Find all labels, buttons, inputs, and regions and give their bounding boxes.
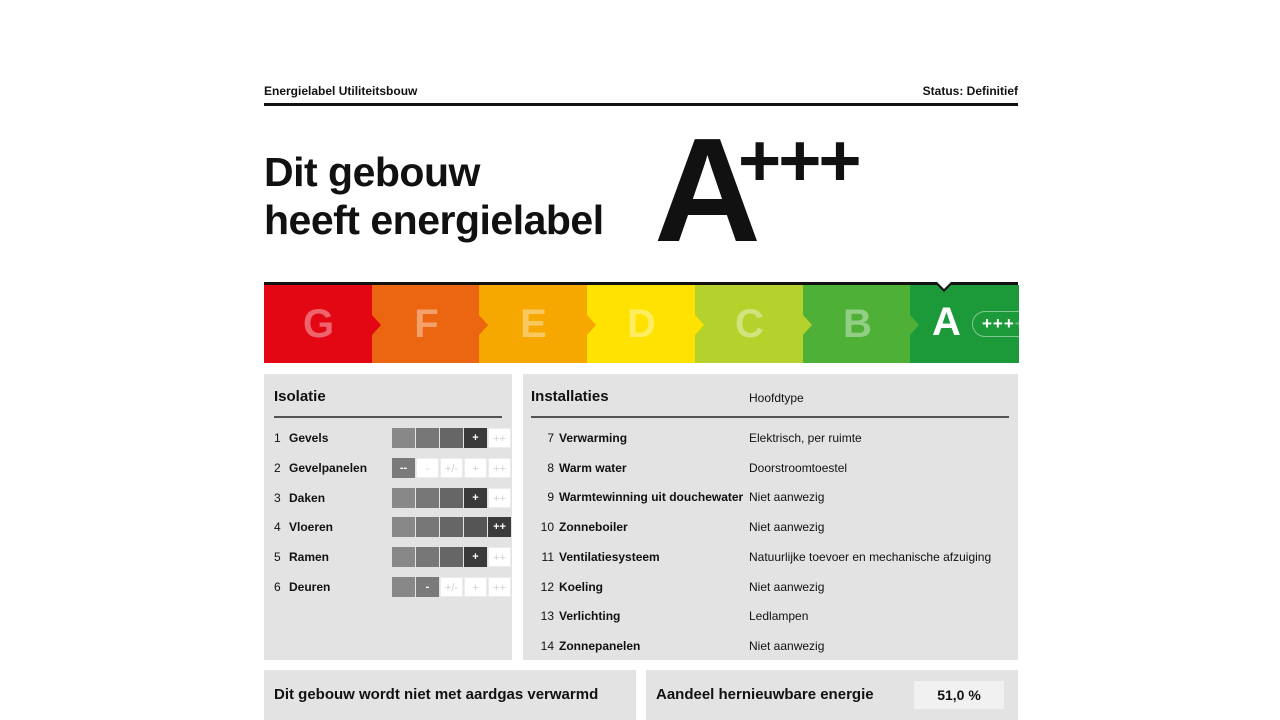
rating-box: +/- (440, 577, 463, 597)
rating-box: + (464, 428, 487, 448)
isolatie-row (274, 428, 506, 448)
rating-box: + (464, 547, 487, 567)
row-label: Warm water (559, 460, 627, 475)
installatie-row (538, 547, 1013, 567)
rating-box: ++ (488, 517, 511, 537)
isolatie-row (274, 517, 506, 537)
rating-box (392, 547, 415, 567)
installatie-row (538, 428, 1013, 448)
rating-box: ++ (488, 488, 511, 508)
isolatie-row (274, 458, 506, 478)
row-label: Vloeren (289, 520, 334, 535)
renewable-energy-box (646, 670, 1018, 720)
renewable-energy-value: 51,0 % (914, 681, 1004, 709)
row-number: 5 (274, 550, 281, 565)
scale-letter-d: D (627, 302, 656, 346)
rating-box: -- (392, 458, 415, 478)
header-bar (264, 84, 1018, 106)
rating-box: +/- (440, 458, 463, 478)
plus-rating-pill (972, 311, 1067, 337)
scale-letter-c: C (735, 302, 764, 346)
scale-arrow-icon (479, 315, 488, 335)
installatie-row (538, 517, 1013, 537)
scale-segment-d (587, 285, 696, 363)
rating-box (440, 547, 463, 567)
row-number: 14 (540, 638, 554, 653)
status-text: Status: Definitief (922, 84, 1018, 98)
active-pointer-inner (937, 282, 951, 289)
energy-label-rating (654, 108, 894, 273)
isolatie-row (274, 547, 506, 567)
row-value: Niet aanwezig (749, 520, 825, 535)
rating-box: ++ (488, 577, 511, 597)
installaties-panel (523, 374, 1018, 660)
row-value: Ledlampen (749, 609, 809, 624)
isolatie-row (274, 488, 506, 508)
rating-box (416, 547, 439, 567)
rating-box (440, 517, 463, 537)
energy-scale-bar (264, 282, 1037, 363)
isolatie-divider (274, 416, 502, 418)
row-number: 11 (541, 549, 554, 564)
rating-box (416, 428, 439, 448)
row-value: Niet aanwezig (749, 638, 825, 653)
isolatie-panel (264, 374, 512, 660)
insulation-rating-scale (392, 488, 512, 508)
row-number: 10 (540, 520, 554, 535)
row-label: Ramen (289, 550, 330, 565)
isolatie-row (274, 577, 506, 597)
scale-letter-f: F (414, 302, 439, 346)
rating-box (392, 488, 415, 508)
insulation-rating-scale (392, 428, 512, 448)
scale-segment-c (695, 285, 804, 363)
gas-notice-box (264, 670, 636, 720)
rating-box: - (416, 577, 439, 597)
rating-box: + (464, 488, 487, 508)
installatie-row (538, 577, 1013, 597)
rating-box: ++ (488, 428, 511, 448)
row-number: 13 (540, 609, 554, 624)
label-letter: A (654, 108, 757, 273)
rating-box (440, 488, 463, 508)
insulation-rating-scale (392, 458, 512, 478)
scale-arrow-icon (372, 315, 381, 335)
rating-box: + (464, 458, 487, 478)
row-label: Deuren (289, 580, 331, 594)
row-number: 6 (274, 580, 281, 594)
row-value: Doorstroomtoestel (749, 460, 848, 475)
gas-notice-text: Dit gebouw wordt niet met aardgas verwarmd (274, 686, 599, 703)
row-number: 12 (540, 579, 554, 594)
row-label: Zonnepanelen (559, 638, 641, 653)
scale-letter-e: E (520, 302, 547, 346)
installatie-row (538, 458, 1013, 478)
rating-box (392, 428, 415, 448)
installatie-row (538, 636, 1013, 656)
insulation-rating-scale (392, 547, 512, 567)
row-value: Elektrisch, per ruimte (749, 431, 862, 445)
row-value: Niet aanwezig (749, 579, 825, 594)
rating-box: + (464, 577, 487, 597)
label-plus: +++ (738, 119, 859, 202)
installatie-row (538, 606, 1013, 626)
row-label: Zonneboiler (559, 520, 628, 535)
row-number: 8 (547, 460, 554, 475)
row-label: Gevelpanelen (289, 460, 368, 475)
row-number: 1 (274, 431, 281, 445)
headline-line-2: heeft energielabel (264, 197, 604, 243)
scale-segment-b (803, 285, 912, 363)
headline-line-1: Dit gebouw (264, 149, 480, 195)
row-label: Verwarming (559, 431, 628, 445)
insulation-rating-scale (392, 577, 512, 597)
row-number: 9 (547, 490, 554, 505)
row-label: Gevels (289, 431, 329, 445)
rating-box (464, 517, 487, 537)
scale-arrow-icon (587, 315, 596, 335)
row-number: 4 (274, 520, 281, 535)
installaties-subtitle: Hoofdtype (749, 391, 804, 405)
insulation-rating-scale (392, 517, 512, 537)
scale-segment-f (372, 285, 481, 363)
scale-segment-a (910, 285, 1037, 363)
scale-arrow-icon (803, 315, 812, 335)
rating-box: ++ (488, 547, 511, 567)
row-number: 2 (274, 460, 281, 475)
plus-rating-achieved: +++ (982, 314, 1015, 333)
renewable-energy-label: Aandeel hernieuwbare energie (656, 686, 874, 703)
row-label: Koeling (559, 579, 603, 594)
plus-rating-remaining: ++ (1014, 314, 1037, 333)
rating-box (416, 488, 439, 508)
row-number: 3 (274, 490, 281, 505)
scale-segment-e (479, 285, 588, 363)
installaties-title: Installaties (531, 388, 609, 405)
rating-box (392, 577, 415, 597)
rating-box: ++ (488, 458, 511, 478)
installatie-row (538, 487, 1013, 507)
scale-arrow-icon (695, 315, 704, 335)
row-value: Niet aanwezig (749, 490, 825, 505)
document-type: Energielabel Utiliteitsbouw (264, 84, 418, 98)
headline (264, 148, 604, 244)
row-label: Daken (289, 490, 326, 505)
rating-box (392, 517, 415, 537)
scale-letter-g: G (302, 302, 335, 346)
rating-box (416, 517, 439, 537)
scale-letter-b: B (843, 302, 872, 346)
row-value: Natuurlijke toevoer en mechanische afzuiging (749, 549, 992, 564)
row-label: Warmtewinning uit douchewater (559, 490, 744, 505)
isolatie-title: Isolatie (274, 388, 326, 405)
scale-arrow-icon (910, 315, 919, 335)
installaties-divider (531, 416, 1009, 418)
row-number: 7 (547, 431, 554, 445)
row-label: Verlichting (559, 609, 621, 624)
scale-segment-g (264, 285, 373, 363)
rating-box (440, 428, 463, 448)
scale-letter-a: A (932, 300, 961, 344)
rating-box: - (416, 458, 439, 478)
row-label: Ventilatiesysteem (559, 549, 660, 564)
energy-label-page (264, 0, 1037, 720)
